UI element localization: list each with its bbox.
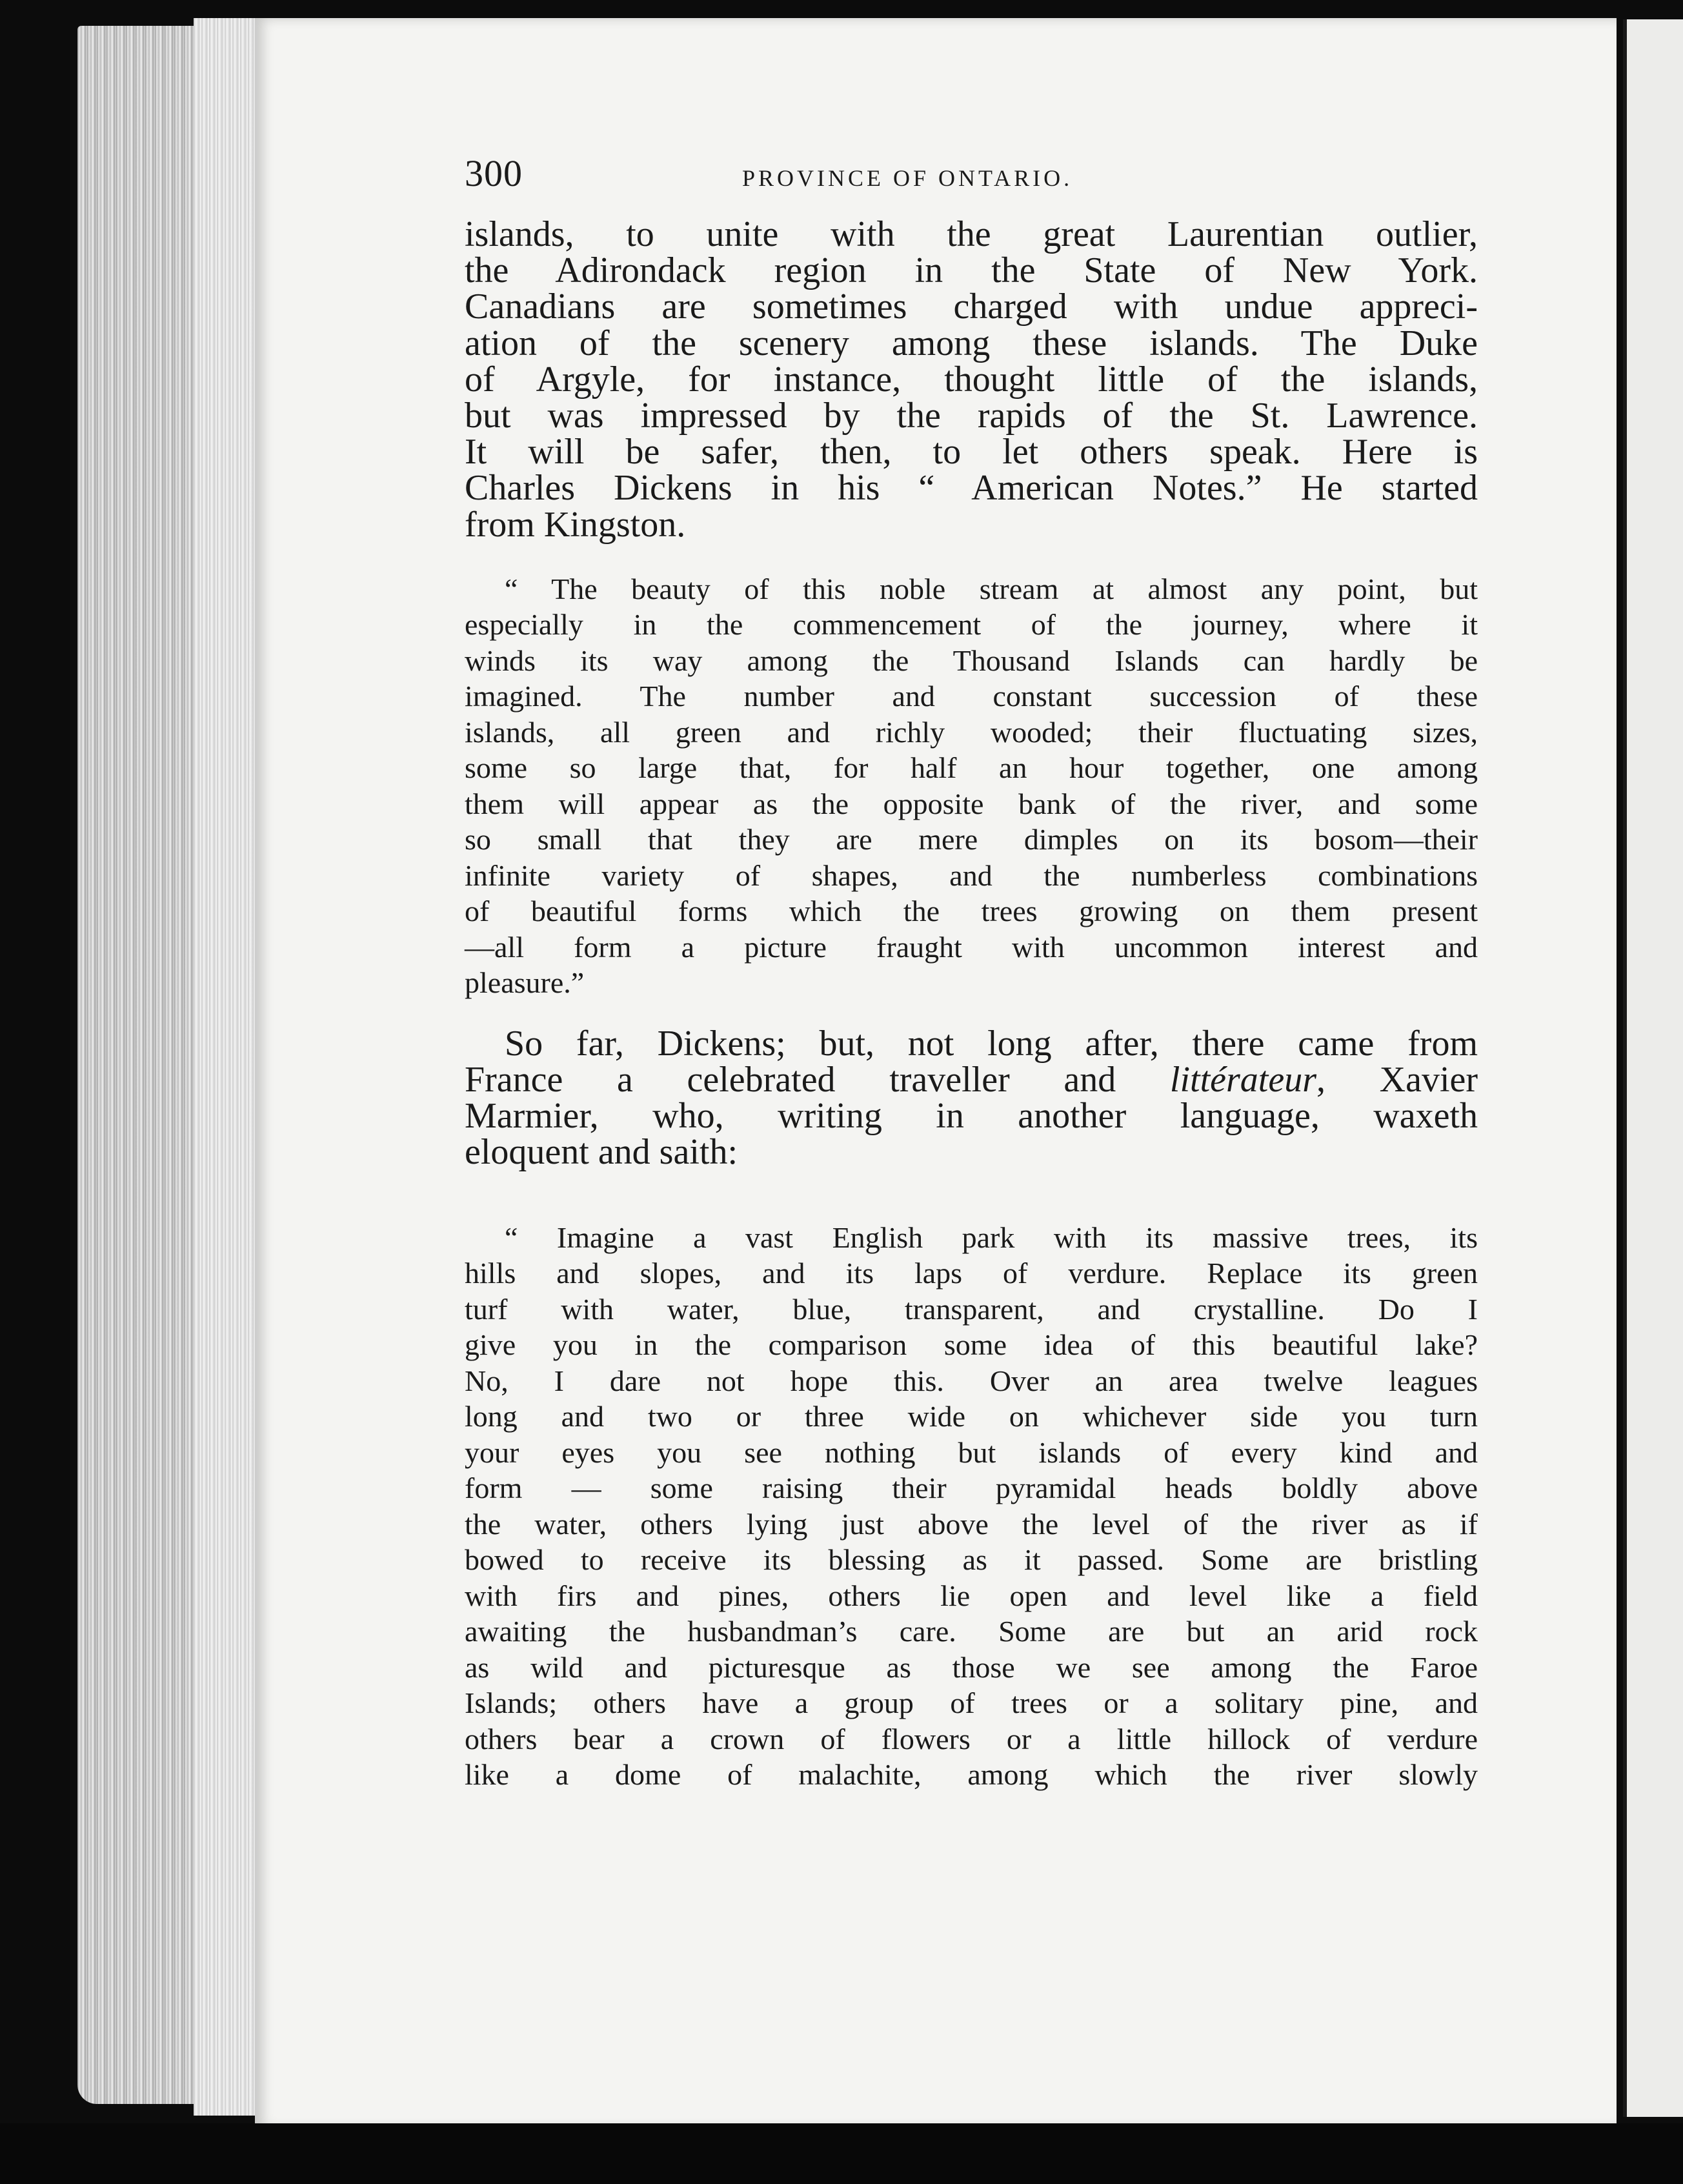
quote-line: especially in the commencement of the journey, where it [465,608,1478,642]
text-line: but was impressed by the rapids of the St. Lawrence. [465,396,1478,436]
italic-word: littérateur [1169,1060,1316,1100]
text-line: Charles Dickens in his “ American Notes.” He started [465,468,1478,509]
quote-line: “ Imagine a vast English park with its massive trees, its [505,1220,1478,1254]
quote-line: as wild and picturesque as those we see among the Faroe [465,1650,1478,1684]
quote-line: —all form a picture fraught with uncommon interest and [465,930,1478,964]
text-line: eloquent and saith: [465,1132,738,1173]
quote-line: hills and slopes, and its laps of verdure. Replace its green [465,1257,1478,1290]
quote-line: so small that they are mere dimples on its bosom—their [465,823,1478,856]
quote-line: pleasure.” [465,966,585,1000]
quote-line: “ The beauty of this noble stream at almost any point, but [505,572,1478,605]
scan-background [0,2123,1683,2184]
quote-line: No, I dare not hope this. Over an area twelve leagues [465,1364,1478,1397]
quote-line: the water, others lying just above the level of the river as if [465,1507,1478,1541]
page-number: 300 [465,152,523,194]
quote-line: imagined. The number and constant succession of these [465,680,1478,713]
quote-line: your eyes you see nothing but islands of every kind and [465,1435,1478,1469]
running-head [465,152,1478,203]
quote-line: turf with water, blue, transparent, and crystalline. Do I [465,1292,1478,1326]
quote-line: awaiting the husbandman’s care. Some are but an arid rock [465,1615,1478,1648]
quote-line: others bear a crown of flowers or a little hillock of verdure [465,1722,1478,1755]
quote-line: long and two or three wide on whichever side you turn [465,1400,1478,1433]
text-line: from Kingston. [465,504,686,545]
book-page-edges-inner [194,18,265,2116]
page-text-block [465,152,1478,1793]
paragraph-continuation [465,216,1478,543]
text-line: islands, to unite with the great Laurentian outlier, [465,214,1478,254]
text-line: Canadians are sometimes charged with undue appreci- [465,287,1478,327]
quote-line: them will appear as the opposite bank of the river, and some [465,787,1478,820]
quote-line: winds its way among the Thousand Islands can hardly be [465,643,1478,677]
dickens-quotation [465,571,1478,1001]
quote-line: infinite variety of shapes, and the numberless combinations [465,858,1478,892]
facing-page-edge [1623,19,1683,2117]
quote-line: with firs and pines, others lie open and level like a field [465,1579,1478,1612]
text-line: So far, Dickens; but, not long after, there came from [505,1023,1478,1064]
quote-line: some so large that, for half an hour together, one among [465,751,1478,785]
paragraph-dickens-marmier [465,1023,1478,1173]
running-head-title: PROVINCE OF ONTARIO. [742,165,1073,191]
quote-line: give you in the comparison some idea of this beautiful lake? [465,1328,1478,1362]
quote-line: like a dome of malachite, among which the river slowly [465,1758,1478,1792]
text-line: of Argyle, for instance, thought little of the islands, [465,359,1478,399]
text-fragment: France a celebrated traveller and [465,1060,1170,1100]
text-fragment: , Xavier [1316,1060,1478,1100]
text-line: the Adirondack region in the State of New York. [465,250,1478,291]
text-line: It will be safer, then, to let others speak. Here is [465,432,1478,472]
quote-line: form — some raising their pyramidal heads boldly above [465,1471,1478,1505]
quote-line: islands, all green and richly wooded; their fluctuating sizes, [465,715,1478,749]
marmier-quotation [465,1220,1478,1793]
text-line: ation of the scenery among these islands. The Duke [465,323,1478,363]
quote-line: Islands; others have a group of trees or a solitary pine, and [465,1686,1478,1720]
quote-line: of beautiful forms which the trees growing on them present [465,895,1478,928]
quote-line: bowed to receive its blessing as it passed. Some are bristling [465,1543,1478,1577]
text-line: Marmier, who, writing in another language, waxeth [465,1096,1478,1137]
text-line [465,1062,1478,1098]
